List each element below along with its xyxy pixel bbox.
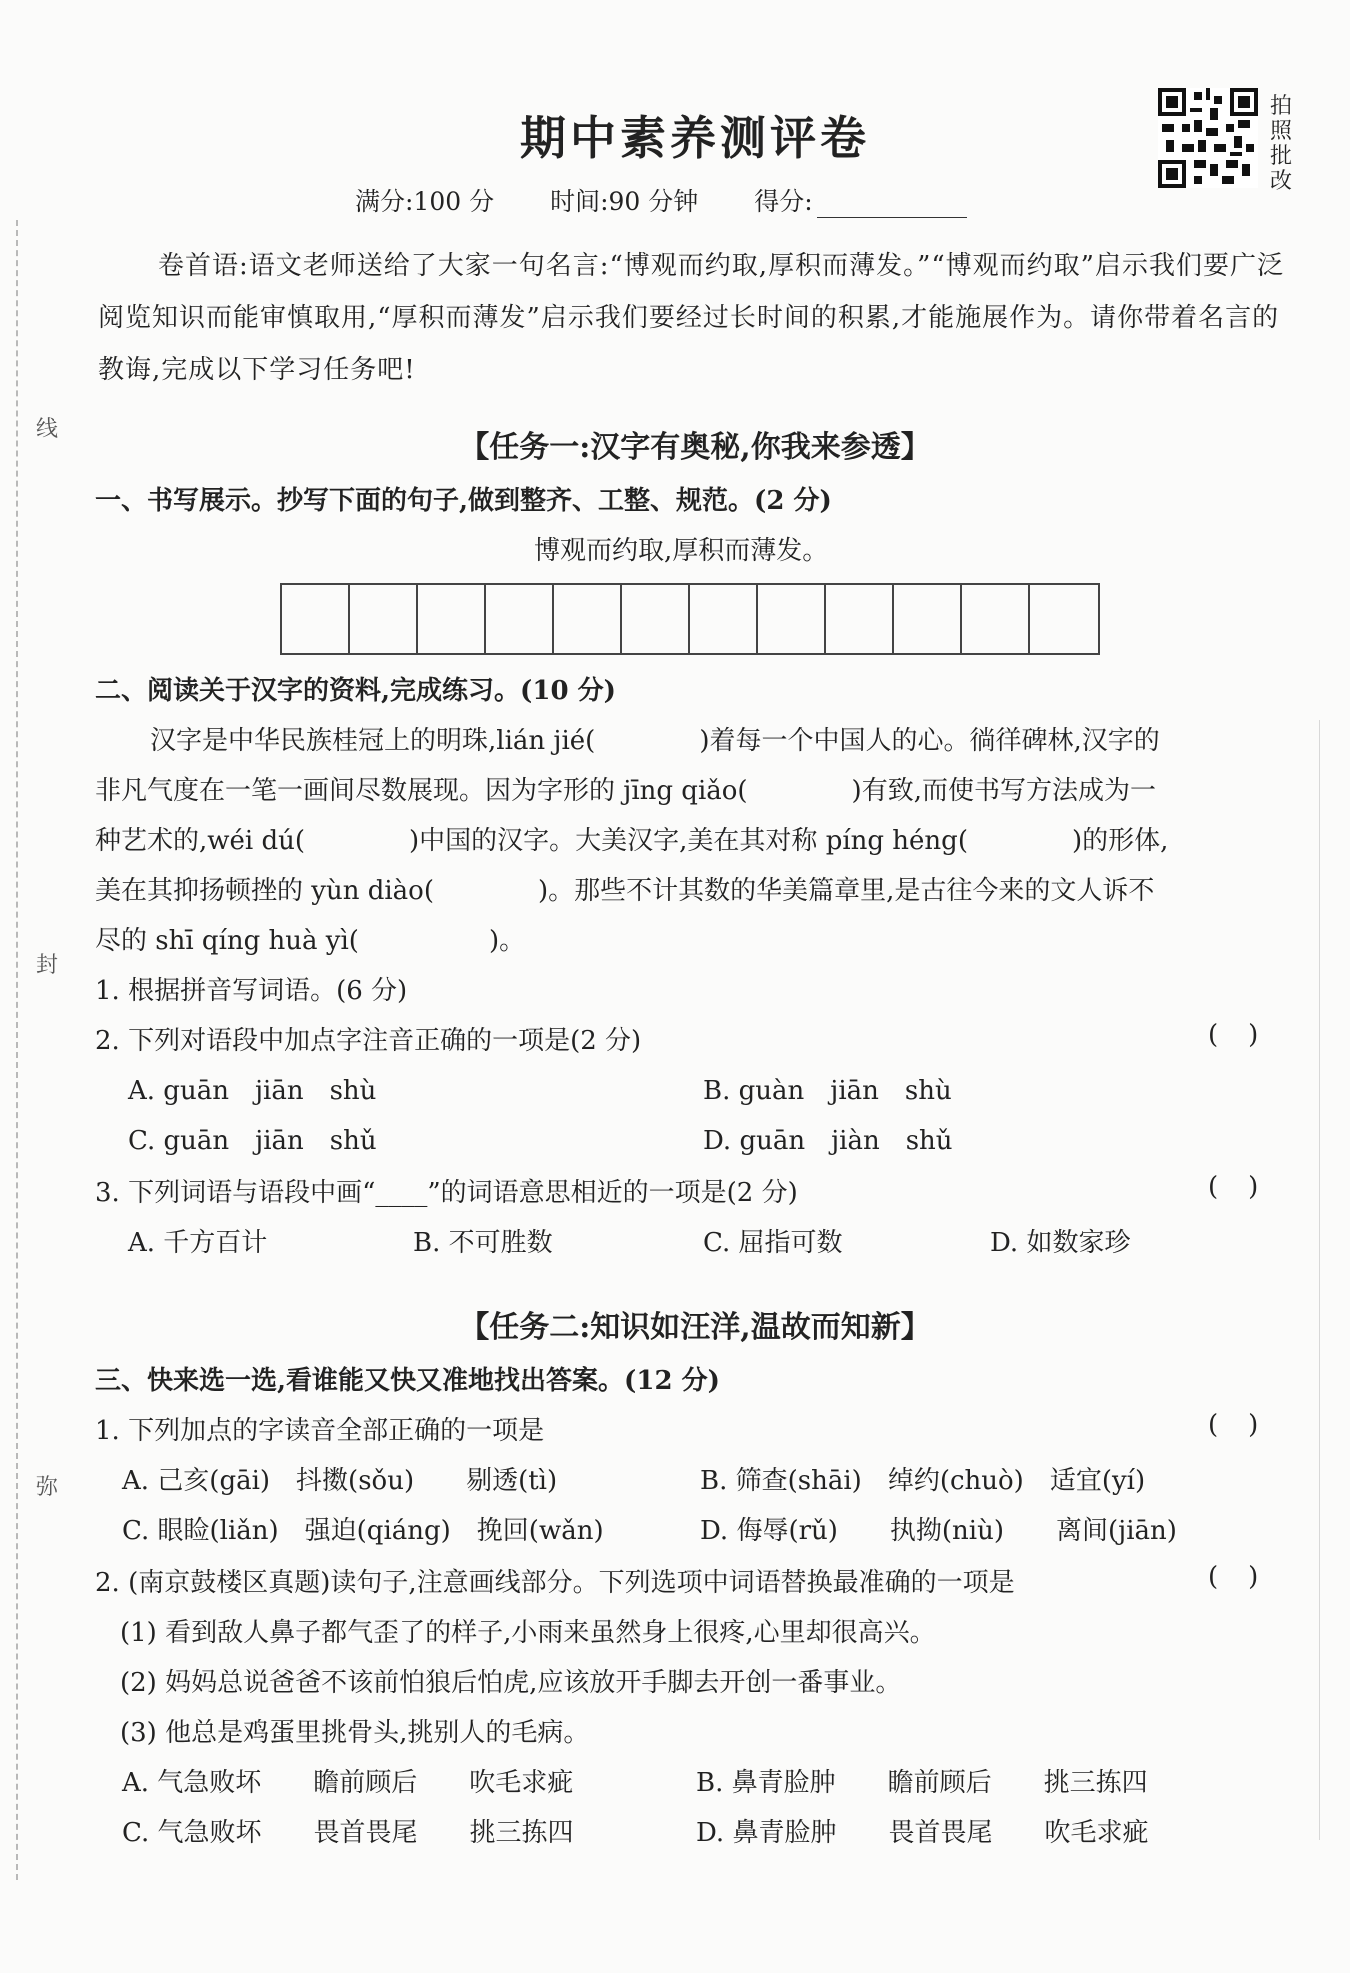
q3-heading: 三、快来选一选,看谁能又快又准地找出答案。(12 分) [95, 1366, 720, 1396]
option-d[interactable]: D. guān jiàn shǔ [703, 1126, 953, 1156]
grid-cell[interactable] [1030, 585, 1098, 653]
sub-question-2: 2. 下列对语段中加点字注音正确的一项是(2 分) [95, 1026, 642, 1056]
option-b[interactable]: B. 不可胜数 [413, 1228, 553, 1258]
grid-cell[interactable] [350, 585, 418, 653]
grid-cell[interactable] [758, 585, 826, 653]
option-c[interactable]: C. 气急败坏 畏首畏尾 挑三拣四 [122, 1818, 574, 1848]
option-d[interactable]: D. 鼻青脸肿 畏首畏尾 吹毛求疵 [696, 1818, 1149, 1848]
passage-line-5: 尽的 shī qíng huà yì( )。 [95, 926, 526, 956]
writing-grid[interactable] [280, 583, 1100, 655]
grid-cell[interactable] [894, 585, 962, 653]
binding-mark-feng: 封 [36, 953, 59, 978]
q3-sub-1: 1. 下列加点的字读音全部正确的一项是 [95, 1416, 545, 1446]
option-d[interactable]: D. 如数家珍 [990, 1228, 1131, 1258]
option-a[interactable]: A. 己亥(gāi) 抖擞(sǒu) 剔透(tì) [122, 1466, 558, 1496]
passage-line-2: 非凡气度在一笔一画间尽数展现。因为字形的 jīng qiǎo( )有致,而使书写方法成为一 [95, 776, 1156, 806]
passage-line-4: 美在其抑扬顿挫的 yùn diào( )。那些不计其数的华美篇章里,是古往今来的文人诉不 [95, 876, 1155, 906]
answer-paren[interactable]: () [1208, 1020, 1289, 1050]
option-b[interactable]: B. guàn jiān shù [703, 1076, 952, 1106]
q2-heading: 二、阅读关于汉字的资料,完成练习。(10 分) [95, 676, 616, 706]
option-b[interactable]: B. 筛查(shāi) 绰约(chuò) 适宜(yí) [700, 1466, 1146, 1496]
sentence-2: (2) 妈妈总说爸爸不该前怕狼后怕虎,应该放开手脚去开创一番事业。 [120, 1668, 902, 1698]
sub-question-3: 3. 下列词语与语段中画“____”的词语意思相近的一项是(2 分) [95, 1178, 798, 1208]
option-d[interactable]: D. 侮辱(rǔ) 执拗(niù) 离间(jiān) [700, 1516, 1177, 1546]
option-a[interactable]: A. 气急败坏 瞻前顾后 吹毛求疵 [122, 1768, 574, 1798]
passage-line-1: 汉字是中华民族桂冠上的明珠,lián jié( )着每一个中国人的心。徜徉碑林,汉字的 [150, 726, 1160, 756]
q1-heading: 一、书写展示。抄写下面的句子,做到整齐、工整、规范。(2 分) [95, 486, 832, 516]
answer-paren[interactable]: () [1208, 1410, 1289, 1440]
grid-cell[interactable] [282, 585, 350, 653]
sub-question-1: 1. 根据拼音写词语。(6 分) [95, 976, 408, 1006]
binding-mark-mi: 弥 [36, 1475, 59, 1500]
grid-cell[interactable] [962, 585, 1030, 653]
full-score: 满分:100 分 [355, 187, 495, 216]
grid-cell[interactable] [690, 585, 758, 653]
answer-paren[interactable]: () [1208, 1172, 1289, 1202]
qr-label: 拍照批改 [1270, 94, 1293, 194]
answer-paren[interactable]: () [1208, 1562, 1289, 1592]
task2-title: 【任务二:知识如汪洋,温故而知新】 [459, 1310, 931, 1345]
sentence-1: (1) 看到敌人鼻子都气歪了的样子,小雨来虽然身上很疼,心里却很高兴。 [120, 1618, 936, 1648]
qr-code-icon[interactable] [1158, 88, 1258, 188]
grid-cell[interactable] [418, 585, 486, 653]
option-a[interactable]: A. guān jiān shù [128, 1076, 377, 1106]
grid-cell[interactable] [554, 585, 622, 653]
intro-text: 卷首语:语文老师送给了大家一句名言:“博观而约取,厚积而薄发。”“博观而约取”启示我们要广泛阅览知识而能审慎取用,“厚积而薄发”启示我们要经过长时间的积累,才能施展作为。请你带着名言的教诲,完成以下学习任务吧! [98, 251, 1284, 385]
option-c[interactable]: C. 屈指可数 [703, 1228, 843, 1258]
option-a[interactable]: A. 千方百计 [128, 1228, 268, 1258]
sentence-3: (3) 他总是鸡蛋里挑骨头,挑别人的毛病。 [120, 1718, 590, 1748]
page-title: 期中素养测评卷 [520, 111, 870, 165]
score-field[interactable] [817, 217, 967, 218]
option-c[interactable]: C. 眼睑(liǎn) 强迫(qiáng) 挽回(wǎn) [122, 1516, 604, 1546]
exam-meta [355, 182, 1023, 218]
margin-line [1319, 720, 1320, 1840]
grid-cell[interactable] [486, 585, 554, 653]
score-label: 得分: [754, 187, 813, 216]
grid-cell[interactable] [622, 585, 690, 653]
option-c[interactable]: C. guān jiān shǔ [128, 1126, 377, 1156]
q1-sentence: 博观而约取,厚积而薄发。 [534, 536, 829, 566]
grid-cell[interactable] [826, 585, 894, 653]
option-b[interactable]: B. 鼻青脸肿 瞻前顾后 挑三拣四 [696, 1768, 1148, 1798]
binding-mark-xian: 线 [36, 417, 59, 442]
q3-sub-2: 2. (南京鼓楼区真题)读句子,注意画线部分。下列选项中词语替换最准确的一项是 [95, 1568, 1015, 1598]
task1-title: 【任务一:汉字有奥秘,你我来参透】 [459, 430, 931, 465]
passage-line-3: 种艺术的,wéi dú( )中国的汉字。大美汉字,美在其对称 píng héng( )的形体, [95, 826, 1169, 856]
time-limit: 时间:90 分钟 [550, 187, 699, 216]
binding-line [16, 220, 18, 1880]
